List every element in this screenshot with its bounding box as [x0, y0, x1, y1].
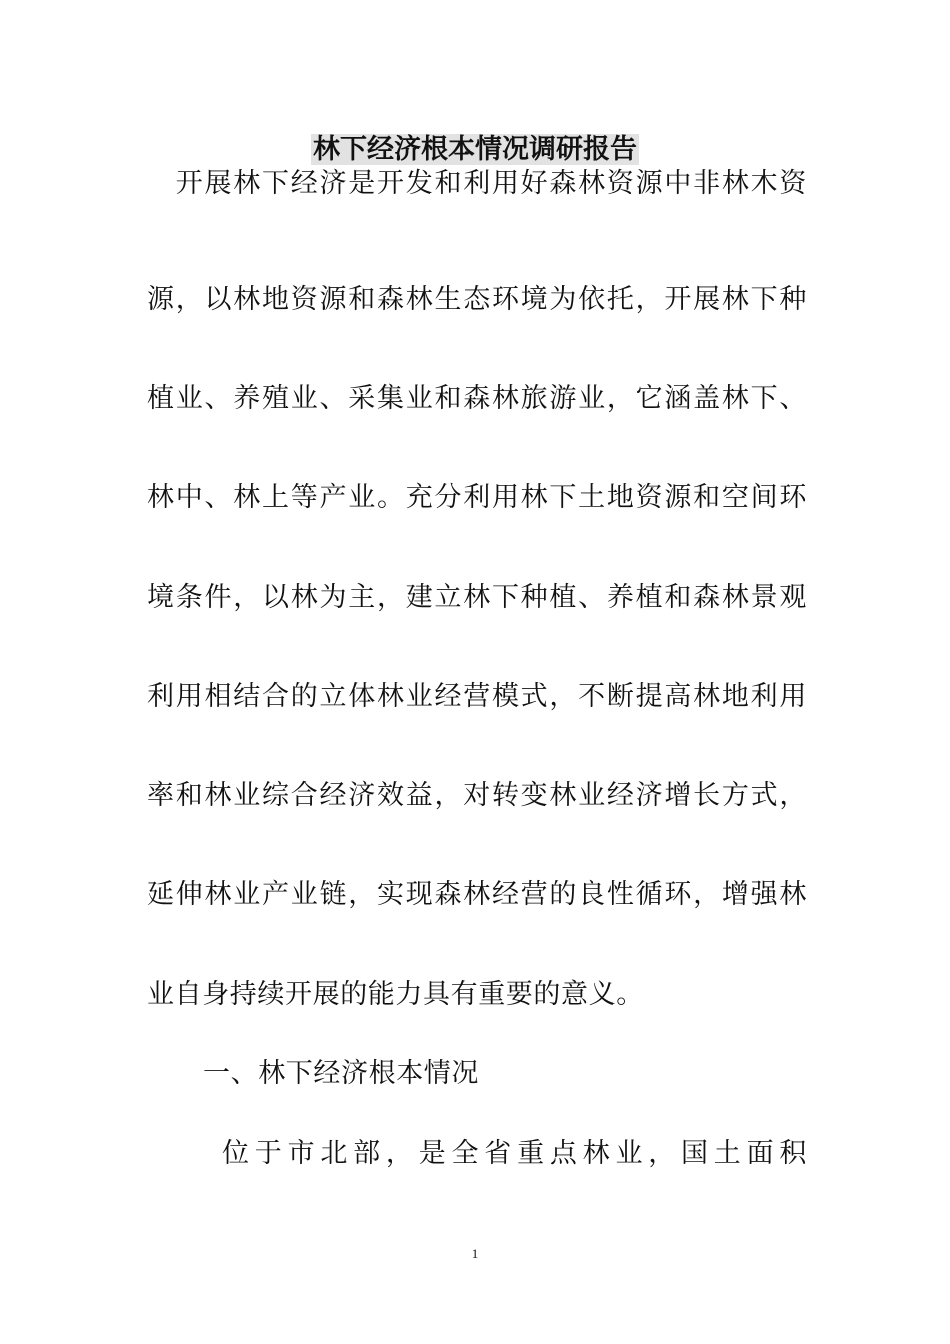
- page-number: 1: [471, 1246, 479, 1261]
- paragraph-line: 业自身持续开展的能力具有重要的意义。: [147, 979, 644, 1010]
- paragraph-line: 位于市北部，是全省重点林业，国土面积: [222, 1138, 807, 1169]
- paragraph-line: 境条件，以林为主，建立林下种植、养植和森林景观: [147, 582, 807, 613]
- paragraph-line: 林中、林上等产业。充分利用林下土地资源和空间环: [147, 482, 807, 513]
- paragraph-line: 植业、养殖业、采集业和森林旅游业，它涵盖林下、: [147, 383, 807, 414]
- paragraph-line: 利用相结合的立体林业经营模式，不断提高林地利用: [147, 681, 807, 712]
- document-title-text: 林下经济根本情况调研报告: [313, 134, 637, 165]
- paragraph-line: 率和林业综合经济效益，对转变林业经济增长方式，: [147, 780, 807, 811]
- section-heading: 一、林下经济根本情况: [203, 1058, 479, 1089]
- paragraph-line: 源，以林地资源和森林生态环境为依托，开展林下种: [147, 284, 807, 315]
- paragraph-line: 延伸林业产业链，实现森林经营的良性循环，增强林: [147, 879, 807, 910]
- paragraph-line: 开展林下经济是开发和利用好森林资源中非林木资: [147, 168, 807, 199]
